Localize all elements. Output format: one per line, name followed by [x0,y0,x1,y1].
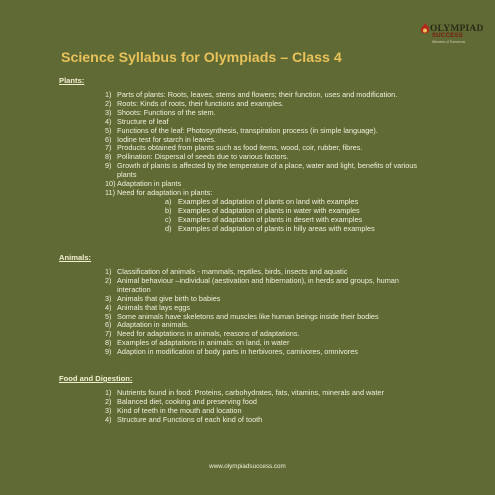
logo-brand-text: OLYMPIAD [430,24,484,34]
list-item: 3) Kind of teeth in the mouth and location [105,405,242,415]
list-item: 4) Structure and Functions of each kind of tooth [105,414,263,424]
list-item: 7) Products obtained from plants such as food items, wood, coir, rubber, fibres. [105,143,363,153]
list-item: 4) Animals that lays eggs [105,302,191,312]
list-item: 5) Functions of the leaf: Photosynthesis, transpiration process (in simple language). [105,125,378,135]
section-heading-plants: Plants: [59,76,85,85]
list-item: 9) Adaption in modification of body parts in herbivores, carnivores, omnivores [105,347,358,357]
list-item: 7) Need for adaptations in animals, reasons of adaptations. [105,329,300,339]
list-item: 8) Pollination: Dispersal of seeds due to various factors. [105,152,289,162]
list-item: 3) Animals that give birth to babies [105,293,221,303]
list-item: 1) Classification of animals - mammals, reptiles, birds, insects and aquatic [105,267,348,276]
list-item: 2) Balanced diet, cooking and preserving food [105,396,257,406]
list-item: 5) Some animals have skeletons and muscles like human beings inside their bodies [105,311,379,321]
adaptation-sublist [105,198,425,234]
section-heading-animals: Animals: [59,253,92,262]
sub-list-item: d) Examples of adaptation of plants in hilly areas with examples [165,223,375,233]
list-item: 9) Growth of plants is affected by the temperature of a place, water and light, benefits of various plants [105,161,418,180]
sub-list-item: b) Examples of adaptation of plants in water with examples [165,205,360,215]
footer-website-link[interactable]: www.olympiadsuccess.com [209,463,286,470]
logo-tagline: Winners of Tomorrow [432,40,466,44]
list-item: 1) Parts of plants: Roots, leaves, stems and flowers; their function, uses and modification. [105,90,398,99]
plants-list [105,91,425,234]
list-item: 4) Structure of leaf [105,116,169,126]
logo-sub-text: SUCCESS [432,33,464,39]
food-digestion-list [105,389,425,425]
animals-list [105,268,425,357]
olympiad-success-logo[interactable] [418,22,488,50]
list-item: 3) Shoots: Functions of the stem. [105,107,216,117]
sub-list-item: c) Examples of adaptation of plants in desert with examples [165,214,363,224]
list-item: 11) Need for adaptation in plants: [105,187,213,197]
section-heading-food-digestion: Food and Digestion: [59,374,133,383]
list-item: 1) Nutrients found in food: Proteins, carbohydrates, fats, vitamins, minerals and water [105,388,384,397]
list-item: 8) Examples of adaptations in animals: on land, in water [105,338,290,348]
list-item: 10) Adaptation in plants [105,179,182,189]
list-item: 6) Iodine test for starch in leaves. [105,134,216,144]
page-title: Science Syllabus for Olympiads – Class 4 [61,50,342,66]
list-item: 6) Adaptation in animals. [105,320,189,330]
list-item: 2) Animal behaviour –individual (aestivation and hibernation), in herds and groups, human interaction [105,275,399,294]
sub-list-item: a) Examples of adaptation of plants on land with examples [165,196,359,206]
list-item: 2) Roots: Kinds of roots, their functions and examples. [105,98,284,108]
